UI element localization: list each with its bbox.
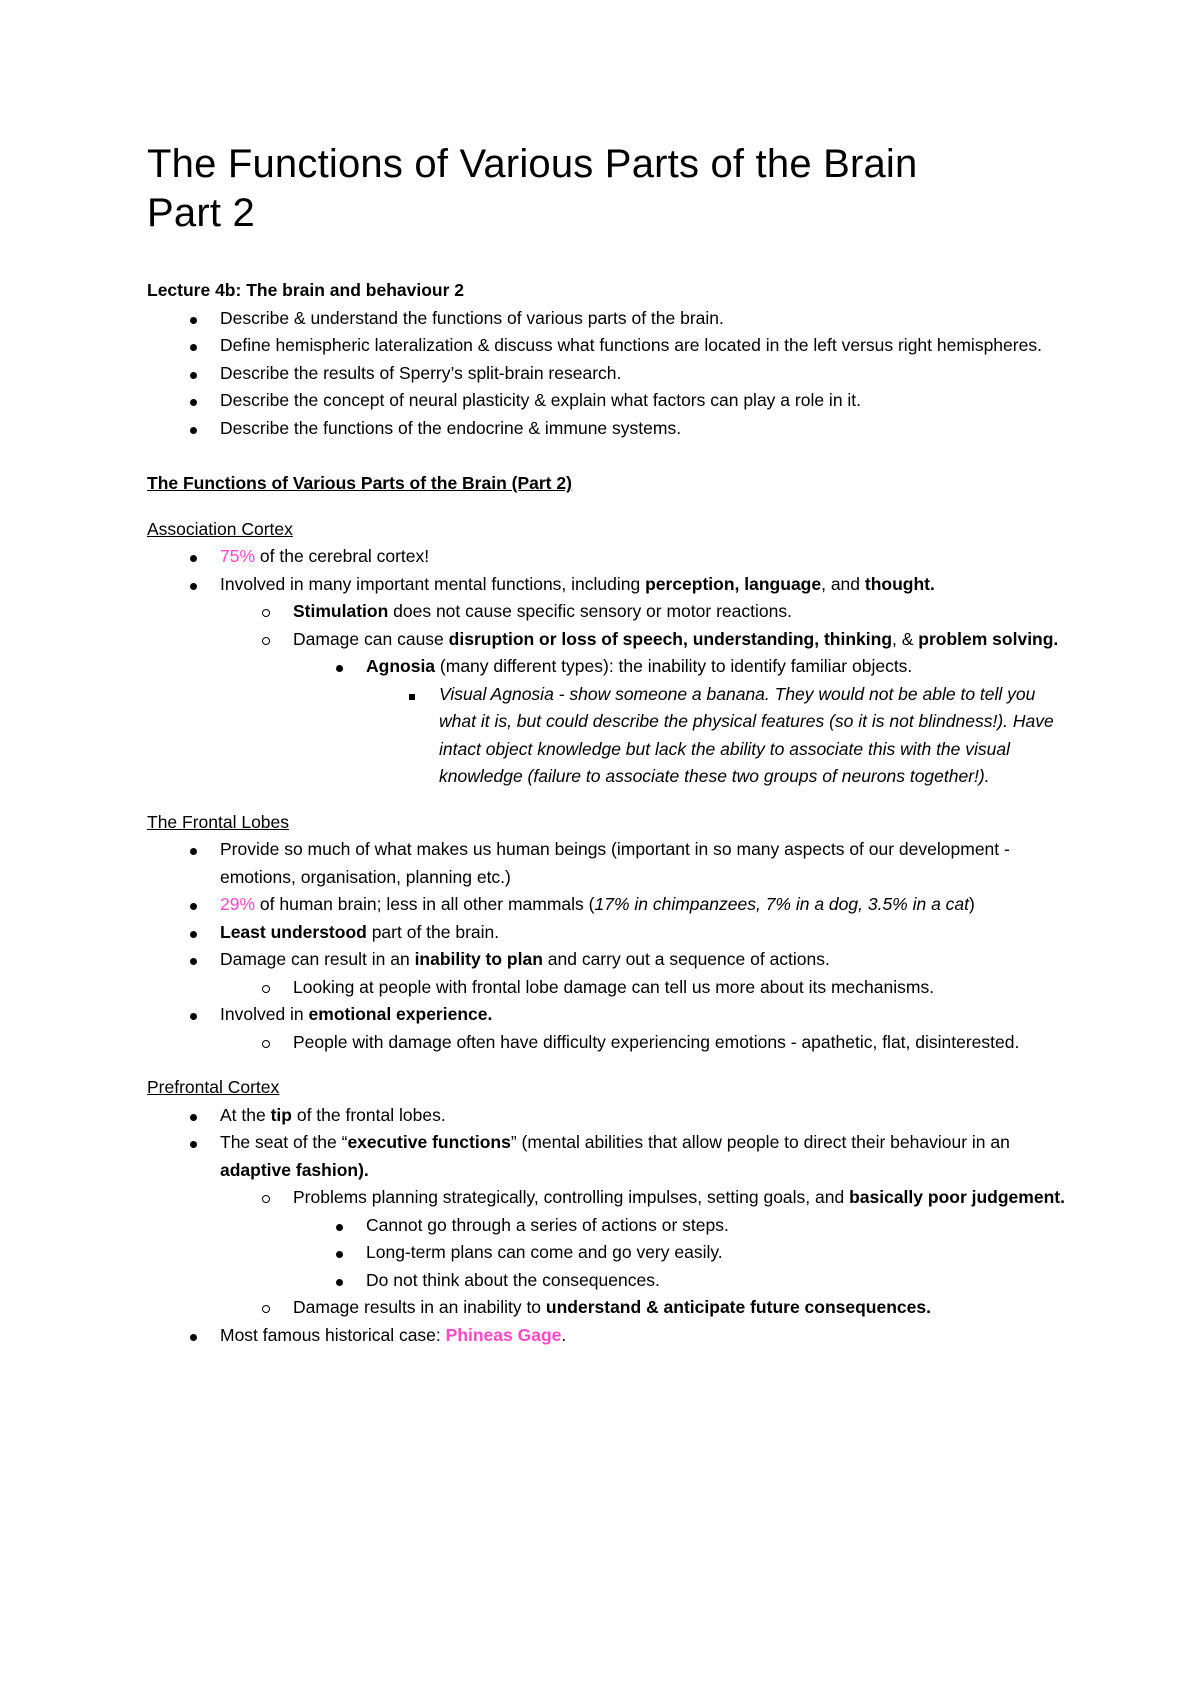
bullet-icon (183, 387, 203, 415)
highlight-percent: 29% (220, 894, 256, 914)
list-item: Define hemispheric lateralization & discuss what functions are located in the left versus right hemispheres. (147, 332, 1077, 360)
list-item: Long-term plans can come and go very easily. (293, 1239, 1077, 1267)
circle-bullet-icon (256, 1294, 276, 1322)
objectives-list (147, 305, 1077, 443)
bullet-icon (329, 1239, 349, 1267)
sub-list (220, 1029, 1077, 1057)
bullet-icon (329, 1212, 349, 1240)
circle-bullet-icon (256, 598, 276, 626)
prefrontal-list (147, 1102, 1077, 1350)
document-page (147, 140, 1077, 1349)
sub-list (220, 1184, 1077, 1322)
circle-bullet-icon (256, 1029, 276, 1057)
association-list (147, 543, 1077, 791)
document-body (147, 277, 1077, 1349)
frontal-list (147, 836, 1077, 1056)
bullet-icon (183, 543, 203, 571)
list-item: People with damage often have difficulty experiencing emotions - apathetic, flat, disinterested. (220, 1029, 1077, 1057)
list-item: At the tip of the frontal lobes. (147, 1102, 1077, 1130)
bullet-icon (183, 1102, 203, 1130)
bullet-icon (183, 946, 203, 974)
list-item: Most famous historical case: Phineas Gage. (147, 1322, 1077, 1350)
title-line-2: Part 2 (147, 191, 255, 235)
list-item: Describe the functions of the endocrine & immune systems. (147, 415, 1077, 443)
sub-list (366, 681, 1077, 791)
highlight-name: Phineas Gage (445, 1324, 562, 1345)
bullet-icon (183, 836, 203, 864)
bullet-icon (183, 1001, 203, 1029)
list-item: Problems planning strategically, controlling impulses, setting goals, and basically poor judgement. Cannot go through a series of actions or steps. Long-term plans can come and go very easily. Do not think about the consequences. (220, 1184, 1077, 1294)
list-item: Involved in many important mental functions, including perception, language, and thought. Stimulation does not cause specific sensory or motor reactions. Damage can cause disruption or loss of speech, understanding, thinking, & problem solving. Agnosia (many different types): the inability to identify familiar objects. Visual Agnosia - show someone a banana. They would not be able to tell you what it is, but could describe the physical features (so it is not blindness!). Have intact object knowledge but lack the ability to associate this with the visual knowledge (failure to associate these two groups of neurons together!). (147, 571, 1077, 791)
bullet-icon (183, 1322, 203, 1350)
frontal-lobes-heading: The Frontal Lobes (147, 811, 290, 832)
list-item: Agnosia (many different types): the inability to identify familiar objects. Visual Agnosia - show someone a banana. They would not be able to tell you what it is, but could describe the physical features (so it is not blindness!). Have intact object knowledge but lack the ability to associate this with the visual knowledge (failure to associate these two groups of neurons together!). (293, 653, 1077, 791)
bullet-icon (183, 919, 203, 947)
sub-list (220, 598, 1077, 791)
association-cortex-heading: Association Cortex (147, 518, 293, 539)
lecture-heading: Lecture 4b: The brain and behaviour 2 (147, 280, 465, 300)
sub-list (293, 653, 1077, 791)
list-item: Involved in emotional experience. People with damage often have difficulty experiencing emotions - apathetic, flat, disinterested. (147, 1001, 1077, 1056)
list-item: The seat of the “executive functions” (mental abilities that allow people to direct their behaviour in an adaptive fashion). Problems planning strategically, controlling impulses, setting goals, and basically poor judgement. Cannot go through a series of actions or steps. Long-term plans can come and go very easily. Do not think about the consequences. Damage results in an inability to understand & anticipate future consequences. (147, 1129, 1077, 1322)
bullet-icon (183, 360, 203, 388)
circle-bullet-icon (256, 974, 276, 1002)
list-item: Describe & understand the functions of various parts of the brain. (147, 305, 1077, 333)
square-bullet-icon (402, 681, 422, 709)
bullet-icon (183, 415, 203, 443)
list-item: Stimulation does not cause specific sensory or motor reactions. (220, 598, 1077, 626)
document-title (147, 140, 1077, 238)
list-item: 29% of human brain; less in all other mammals (17% in chimpanzees, 7% in a dog, 3.5% in a cat) (147, 891, 1077, 919)
list-item: Provide so much of what makes us human beings (important in so many aspects of our development - emotions, organisation, planning etc.) (147, 836, 1077, 891)
section-heading: The Functions of Various Parts of the Brain (Part 2) (147, 473, 572, 493)
bullet-icon (183, 332, 203, 360)
list-item: Do not think about the consequences. (293, 1267, 1077, 1295)
list-item: Damage results in an inability to understand & anticipate future consequences. (220, 1294, 1077, 1322)
list-item: Describe the results of Sperry’s split-brain research. (147, 360, 1077, 388)
sub-list (293, 1212, 1077, 1295)
list-item: Visual Agnosia - show someone a banana. They would not be able to tell you what it is, but could describe the physical features (so it is not blindness!). Have intact object knowledge but lack the ability to associate this with the visual knowledge (failure to associate these two groups of neurons together!). (366, 681, 1077, 791)
prefrontal-cortex-heading: Prefrontal Cortex (147, 1077, 280, 1097)
highlight-percent: 75% (220, 546, 256, 566)
bullet-icon (183, 571, 203, 599)
list-item: Describe the concept of neural plasticity & explain what factors can play a role in it. (147, 387, 1077, 415)
bullet-icon (329, 1267, 349, 1295)
circle-bullet-icon (256, 626, 276, 654)
bullet-icon (183, 305, 203, 333)
bullet-icon (183, 891, 203, 919)
list-item: 75% of the cerebral cortex! (147, 543, 1077, 571)
list-item: Damage can cause disruption or loss of speech, understanding, thinking, & problem solving. Agnosia (many different types): the inability to identify familiar objects. Visual Agnosia - show someone a banana. They would not be able to tell you what it is, but could describe the physical features (so it is not blindness!). Have intact object knowledge but lack the ability to associate this with the visual knowledge (failure to associate these two groups of neurons together!). (220, 626, 1077, 791)
title-line-1: The Functions of Various Parts of the Brain (147, 142, 918, 186)
bullet-icon (183, 1129, 203, 1157)
bullet-icon (329, 653, 349, 681)
sub-list (220, 974, 1077, 1002)
circle-bullet-icon (256, 1184, 276, 1212)
list-item: Least understood part of the brain. (147, 919, 1077, 947)
list-item: Cannot go through a series of actions or steps. (293, 1212, 1077, 1240)
list-item: Looking at people with frontal lobe damage can tell us more about its mechanisms. (220, 974, 1077, 1002)
list-item: Damage can result in an inability to plan and carry out a sequence of actions. Looking at people with frontal lobe damage can tell us more about its mechanisms. (147, 946, 1077, 1001)
